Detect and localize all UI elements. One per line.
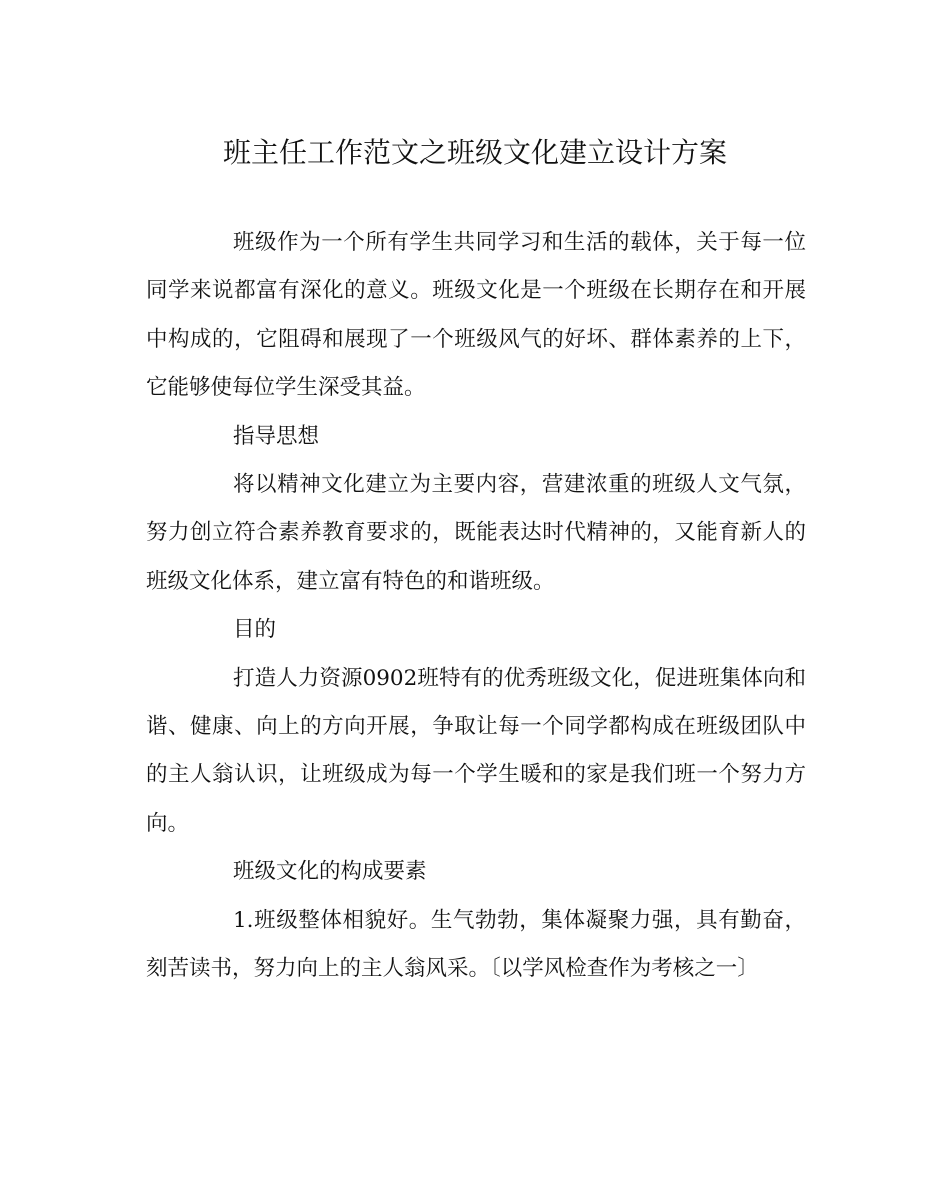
document-body bbox=[146, 219, 806, 994]
section-heading-purpose: 目的 bbox=[233, 617, 277, 643]
paragraph-element-1: 1.班级整体相貌好。生气勃勃，集体凝聚力强，具有勤奋，刻苦读书，努力向上的主人翁风采。〔以学风检查作为考核之一〕 bbox=[146, 907, 806, 982]
paragraph-guiding-thought: 将以精神文化建立为主要内容，营建浓重的班级人文气氛，努力创立符合素养教育要求的，既能表达时代精神的，又能育新人的班级文化体系，建立富有特色的和谐班级。 bbox=[146, 472, 806, 594]
paragraph-purpose: 打造人力资源0902班特有的优秀班级文化，促进班集体向和谐、健康、向上的方向开展，争取让每一个同学都构成在班级团队中的主人翁认识，让班级成为每一个学生暖和的家是我们班一个努力方向。 bbox=[146, 665, 806, 836]
section-heading-guiding-thought: 指导思想 bbox=[233, 423, 320, 449]
section-heading-elements: 班级文化的构成要素 bbox=[233, 859, 427, 885]
paragraph-intro: 班级作为一个所有学生共同学习和生活的载体，关于每一位同学来说都富有深化的意义。班级文化是一个班级在长期存在和开展中构成的，它阻碍和展现了一个班级风气的好坏、群体素养的上下，它能够使每位学生深受其益。 bbox=[146, 230, 806, 401]
document-title: 班主任工作范文之班级文化建立设计方案 bbox=[222, 136, 727, 169]
